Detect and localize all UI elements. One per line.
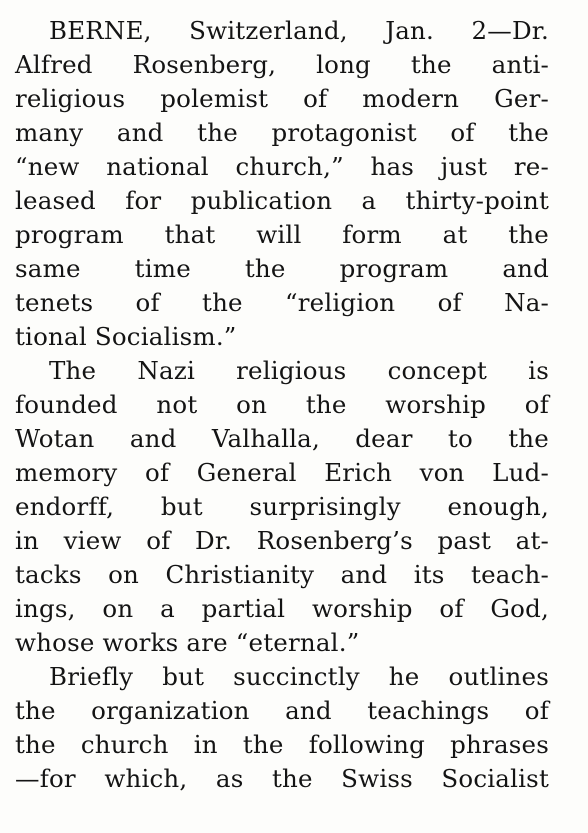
text-line: program that will form at the	[15, 220, 549, 249]
text-line: memory of General Erich von Lud-	[15, 458, 549, 487]
text-line: The Nazi religious concept is	[49, 356, 549, 385]
text-line: tenets of the “religion of Na-	[15, 288, 549, 317]
text-line: leased for publication a thirty-point	[15, 186, 549, 215]
paragraph-2	[15, 354, 549, 660]
paragraph-1	[15, 14, 549, 354]
text-line: the organization and teachings of	[15, 696, 549, 725]
text-line: tacks on Christianity and its teach-	[15, 560, 549, 589]
paragraph-3	[15, 660, 549, 796]
text-line: many and the protagonist of the	[15, 118, 549, 147]
text-line: whose works are “eternal.”	[15, 628, 360, 657]
text-line: tional Socialism.”	[15, 322, 237, 351]
text-line: Wotan and Valhalla, dear to the	[15, 424, 549, 453]
text-line: founded not on the worship of	[15, 390, 549, 419]
article-column	[15, 14, 549, 796]
text-line: same time the program and	[15, 254, 549, 283]
text-line: “new national church,” has just re-	[15, 152, 549, 181]
text-line: Alfred Rosenberg, long the anti-	[15, 50, 549, 79]
text-line: in view of Dr. Rosenberg’s past at-	[15, 526, 549, 555]
text-line: religious polemist of modern Ger-	[15, 84, 549, 113]
text-line: the church in the following phrases	[15, 730, 549, 759]
text-line: ings, on a partial worship of God,	[15, 594, 549, 623]
text-line: Briefly but succinctly he outlines	[49, 662, 549, 691]
text-line: —for which, as the Swiss Socialist	[15, 764, 549, 793]
text-line: endorff, but surprisingly enough,	[15, 492, 549, 521]
text-line: BERNE, Switzerland, Jan. 2—Dr.	[49, 16, 549, 45]
